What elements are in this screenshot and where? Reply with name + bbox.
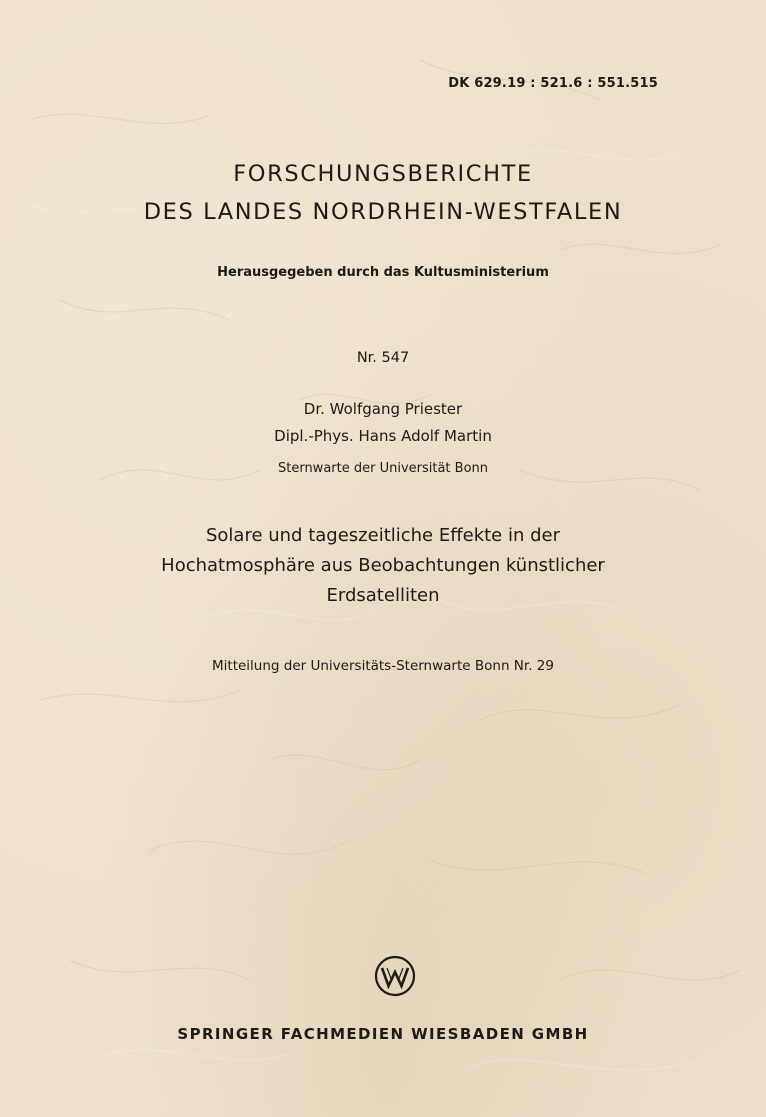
springer-w-emblem-icon	[374, 955, 416, 997]
publisher-note: Herausgegeben durch das Kultusministerium	[217, 265, 549, 280]
author-2: Dipl.-Phys. Hans Adolf Martin	[274, 427, 492, 445]
publisher-imprint: SPRINGER FACHMEDIEN WIESBADEN GMBH	[177, 1025, 589, 1043]
communication-note: Mitteilung der Universitäts-Sternwarte Bonn Nr. 29	[212, 658, 554, 674]
classification-code: DK 629.19 : 521.6 : 551.515	[448, 76, 658, 91]
book-title-line-1: Solare und tageszeitliche Effekte in der	[205, 525, 561, 546]
report-number: Nr. 547	[356, 350, 410, 366]
author-1: Dr. Wolfgang Priester	[303, 400, 463, 418]
series-title-line-1: FORSCHUNGSBERICHTE	[233, 161, 533, 187]
book-title-line-2: Hochatmosphäre aus Beobachtungen künstlicher	[161, 555, 605, 576]
book-title-line-3: Erdsatelliten	[326, 585, 440, 606]
institution: Sternwarte der Universität Bonn	[277, 461, 489, 476]
series-title-line-2: DES LANDES NORDRHEIN-WESTFALEN	[143, 199, 623, 225]
